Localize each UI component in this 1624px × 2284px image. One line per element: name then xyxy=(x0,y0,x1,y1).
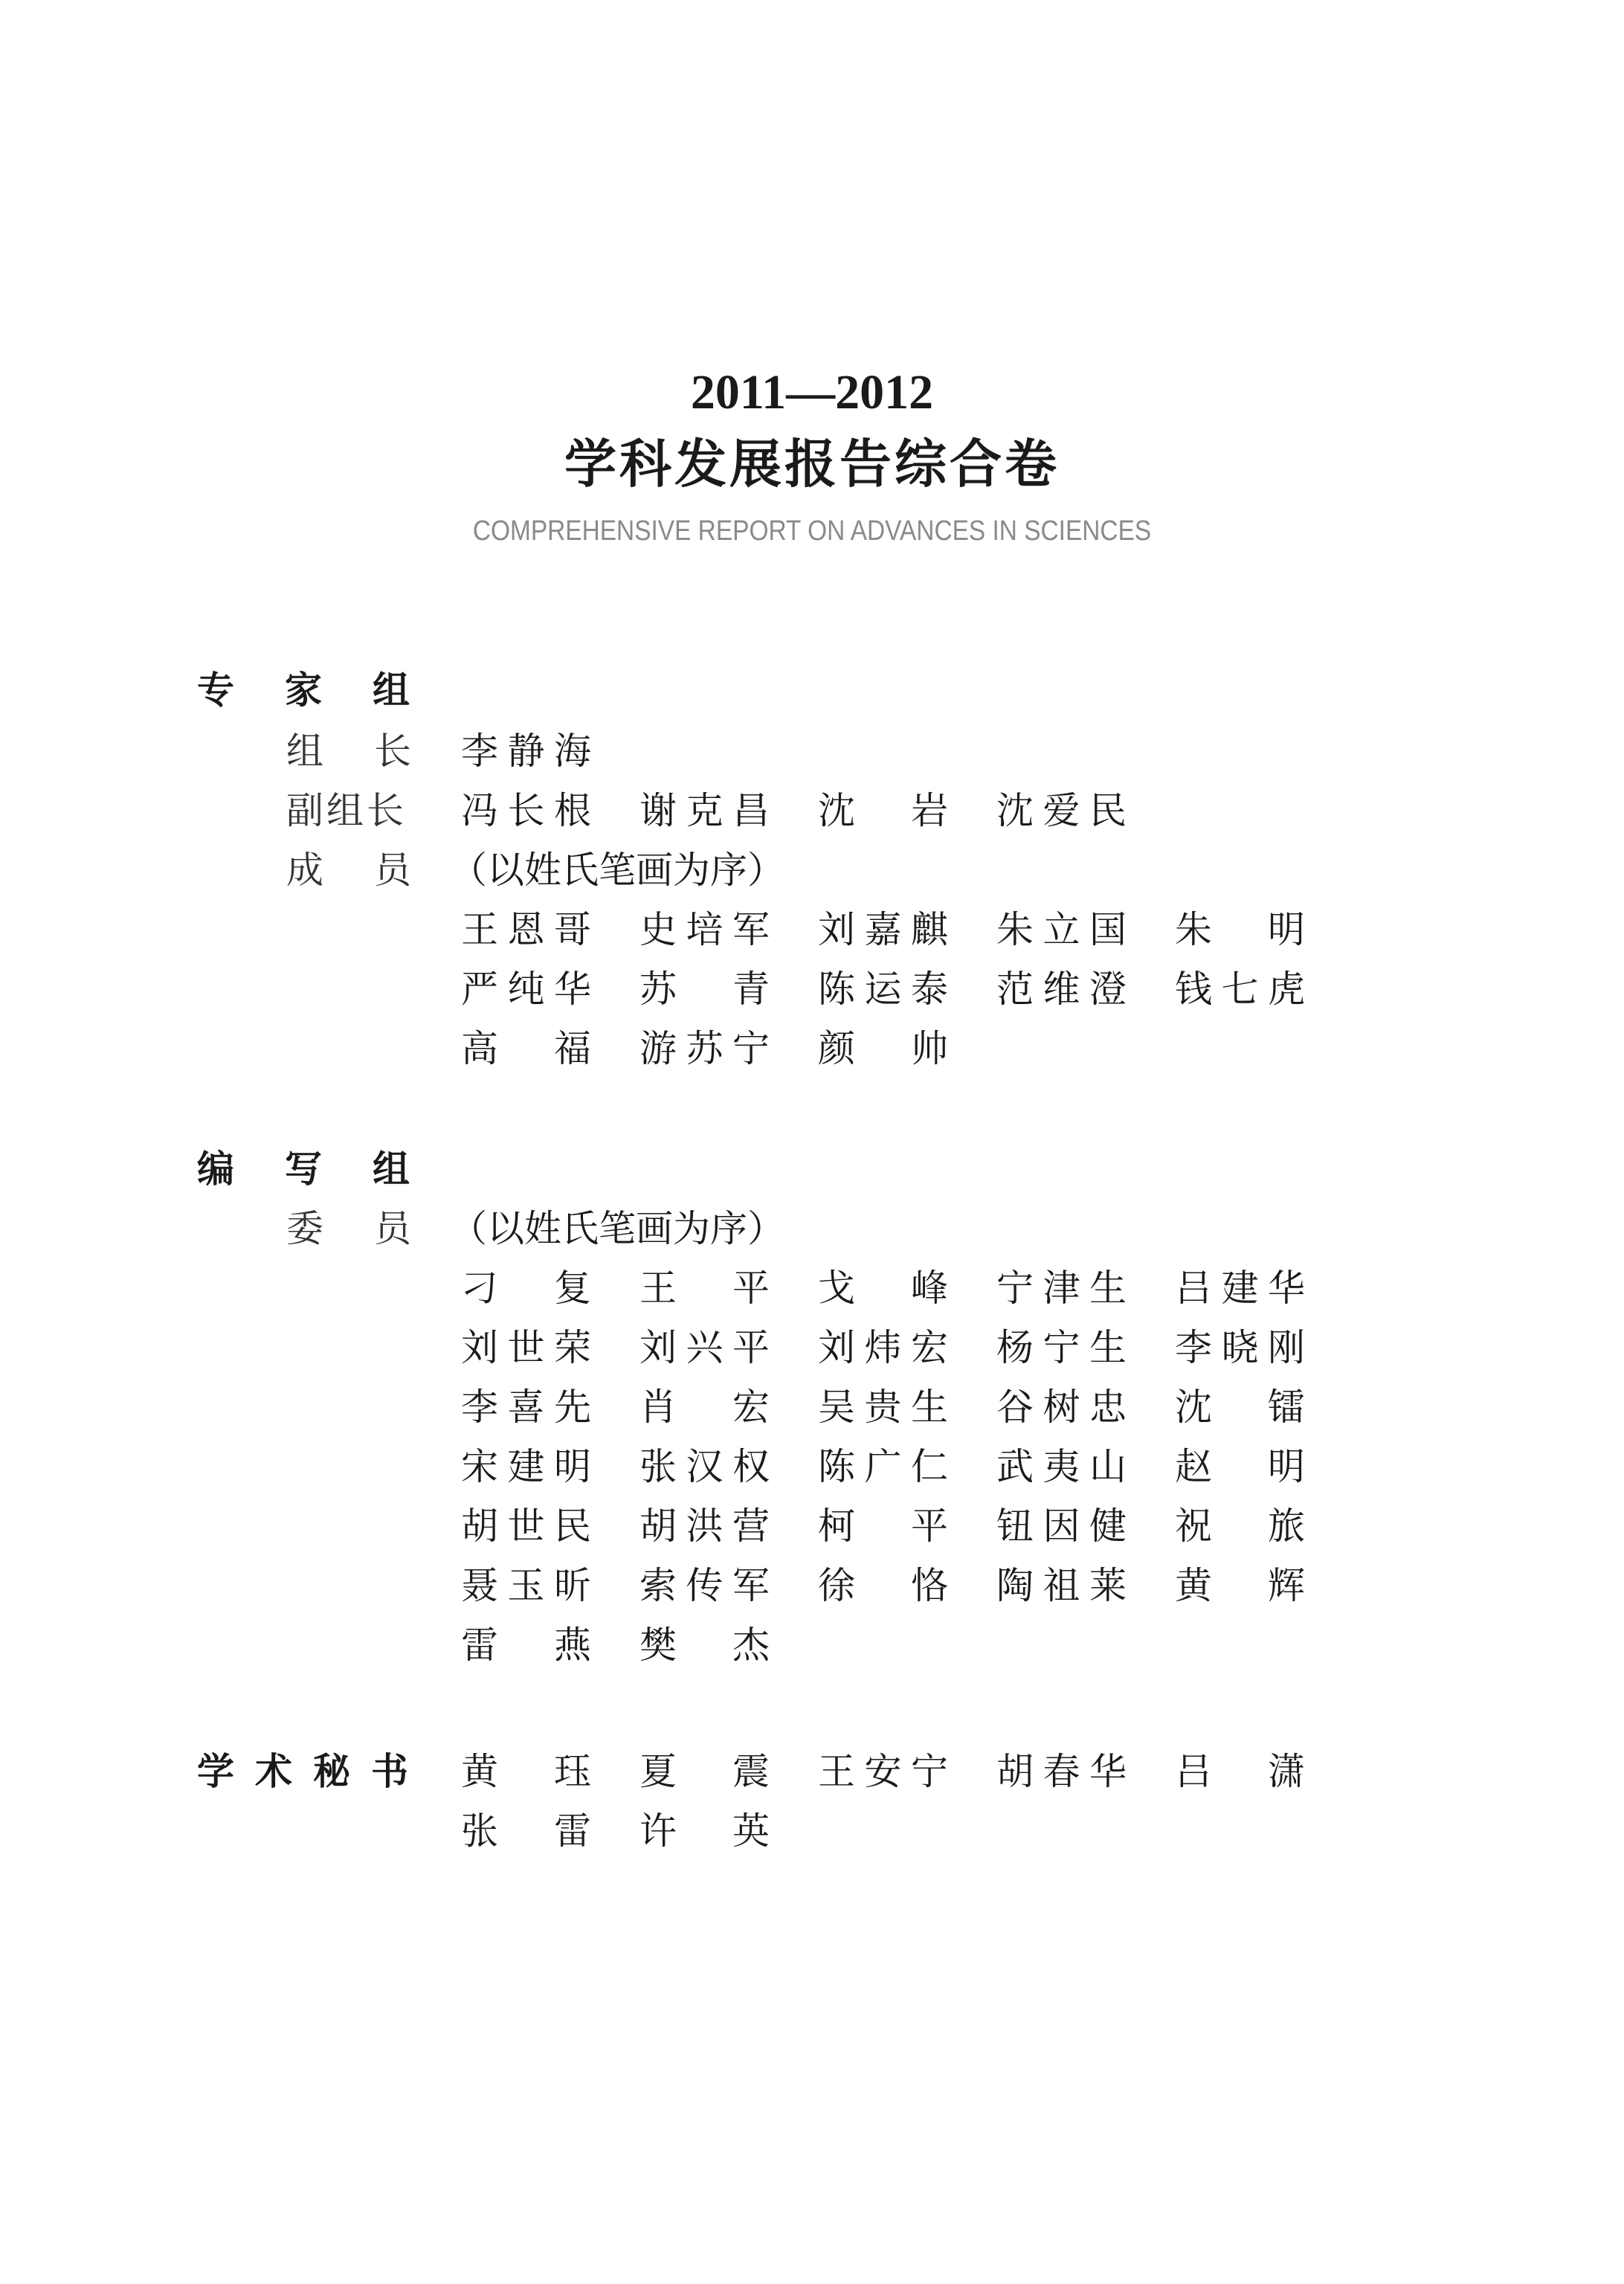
person-name: 夏 震 xyxy=(639,1750,770,1793)
person-name: 杨 宁 生 xyxy=(996,1326,1127,1369)
leader-row xyxy=(461,729,1353,773)
person-name: 李 静 海 xyxy=(461,730,591,773)
name-row xyxy=(461,1623,1353,1667)
committee-label: 委 员 xyxy=(286,1207,411,1250)
person-name: 柯 平 xyxy=(818,1505,948,1548)
writing-group-heading: 编 写 组 xyxy=(197,1148,410,1191)
person-name: 王 恩 哥 xyxy=(461,908,591,951)
person-name: 吕 建 华 xyxy=(1175,1267,1305,1310)
person-name: 吴 贵 生 xyxy=(818,1386,948,1429)
person-name: 胡 世 民 xyxy=(461,1505,591,1548)
person-name: 刁 复 xyxy=(461,1267,591,1310)
person-name: 肖 宏 xyxy=(639,1386,770,1429)
person-name: 徐 恪 xyxy=(818,1564,948,1607)
person-name: 钱 七 虎 xyxy=(1175,968,1305,1011)
person-name: 樊 杰 xyxy=(639,1624,770,1667)
name-row xyxy=(461,1325,1353,1370)
person-name: 沈 镭 xyxy=(1175,1386,1305,1429)
person-name: 索 传 军 xyxy=(639,1564,770,1607)
person-name: 祝 旅 xyxy=(1175,1505,1305,1548)
person-name: 刘 兴 平 xyxy=(639,1326,770,1369)
person-name: 刘 世 荣 xyxy=(461,1326,591,1369)
name-row xyxy=(461,907,1353,952)
deputy-label: 副组长 xyxy=(286,789,407,832)
person-name: 颜 帅 xyxy=(818,1027,948,1070)
person-name: 陶 祖 莱 xyxy=(996,1564,1127,1607)
report-main-title: 学科发展报告综合卷 xyxy=(564,433,1060,495)
name-row xyxy=(461,1385,1353,1429)
member-label: 成 员 xyxy=(286,849,411,892)
name-row xyxy=(461,1809,1353,1853)
person-name: 胡 洪 营 xyxy=(639,1505,770,1548)
name-row xyxy=(461,967,1353,1011)
person-name: 冯 长 根 xyxy=(461,789,591,832)
person-name: 黄 辉 xyxy=(1175,1564,1305,1607)
person-name: 高 福 xyxy=(461,1027,591,1070)
secretaries-heading: 学 术 秘 书 xyxy=(197,1750,408,1793)
name-row xyxy=(461,1563,1353,1608)
person-name: 张 汉 权 xyxy=(639,1445,770,1488)
person-name: 陈 广 仁 xyxy=(818,1445,948,1488)
person-name: 胡 春 华 xyxy=(996,1750,1127,1793)
person-name: 许 英 xyxy=(639,1809,770,1853)
person-name: 钮 因 健 xyxy=(996,1505,1127,1548)
deputy-row xyxy=(461,788,1353,833)
person-name: 谷 树 忠 xyxy=(996,1386,1127,1429)
person-name: 沈 爱 民 xyxy=(996,789,1127,832)
person-name: 范 维 澄 xyxy=(996,968,1127,1011)
person-name: 严 纯 华 xyxy=(461,968,591,1011)
person-name: 刘 炜 宏 xyxy=(818,1326,948,1369)
person-name: 王 安 宁 xyxy=(818,1750,948,1793)
person-name: 宋 建 明 xyxy=(461,1445,591,1488)
report-year-title: 2011—2012 xyxy=(690,365,934,419)
person-name: 朱 立 国 xyxy=(996,908,1127,951)
person-name: 陈 运 泰 xyxy=(818,968,948,1011)
person-name: 史 培 军 xyxy=(639,908,770,951)
person-name: 雷 燕 xyxy=(461,1624,591,1667)
person-name: 黄 珏 xyxy=(461,1750,591,1793)
person-name: 刘 嘉 麒 xyxy=(818,908,948,951)
person-name: 武 夷 山 xyxy=(996,1445,1127,1488)
person-name: 张 雷 xyxy=(461,1809,591,1853)
person-name: 谢 克 昌 xyxy=(639,789,770,832)
person-name: 宁 津 生 xyxy=(996,1267,1127,1310)
member-order-note: （以姓氏笔画为序） xyxy=(450,849,784,892)
person-name: 吕 潇 xyxy=(1175,1750,1305,1793)
person-name: 赵 明 xyxy=(1175,1445,1305,1488)
person-name: 朱 明 xyxy=(1175,908,1305,951)
person-name: 戈 峰 xyxy=(818,1267,948,1310)
name-row xyxy=(461,1504,1353,1548)
name-row xyxy=(461,1749,1353,1794)
leader-label: 组 长 xyxy=(286,730,411,773)
person-name: 苏 青 xyxy=(639,968,770,1011)
person-name: 李 喜 先 xyxy=(461,1386,591,1429)
person-name: 王 平 xyxy=(639,1267,770,1310)
name-row xyxy=(461,1444,1353,1489)
person-name: 游 苏 宁 xyxy=(639,1027,770,1070)
person-name: 李 晓 刚 xyxy=(1175,1326,1305,1369)
name-row xyxy=(461,1266,1353,1310)
report-english-title: COMPREHENSIVE REPORT ON ADVANCES IN SCIENCES xyxy=(472,515,1152,547)
name-row xyxy=(461,1026,1353,1071)
expert-group-heading: 专 家 组 xyxy=(197,669,410,712)
committee-order-note: （以姓氏笔画为序） xyxy=(450,1207,784,1250)
person-name: 聂 玉 昕 xyxy=(461,1564,591,1607)
person-name: 沈 岩 xyxy=(818,789,948,832)
